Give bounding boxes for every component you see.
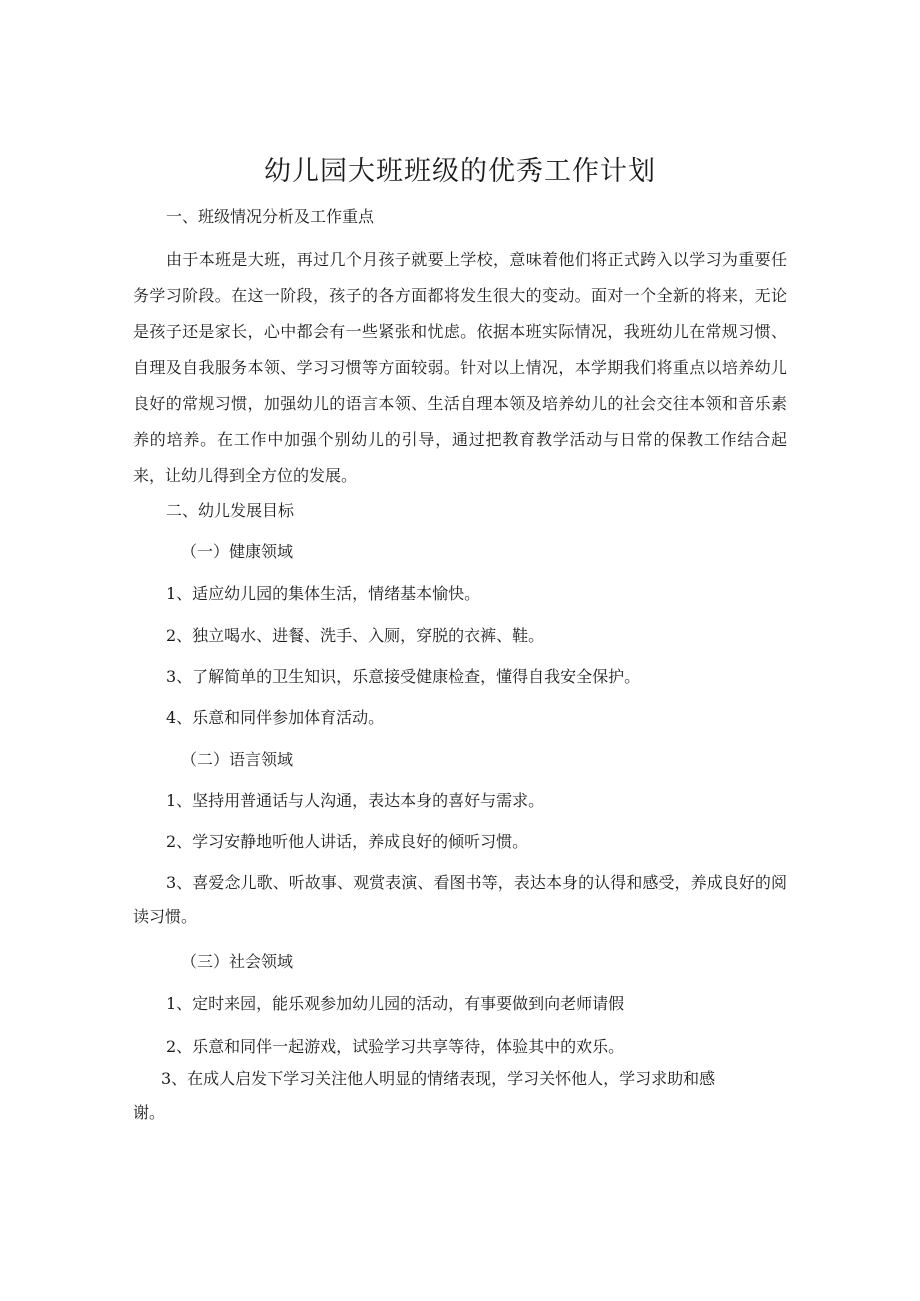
section-heading-goals: 二、幼儿发展目标 [166,501,295,520]
section-heading-analysis: 一、班级情况分析及工作重点 [166,207,375,226]
social-item: 3、在成人启发下学习关注他人明显的情绪表现，学习关怀他人，学习求助和感谢。 [133,1069,716,1122]
social-item: 2、乐意和同伴一起游戏，试验学习共享等待，体验其中的欢乐。 [166,1037,625,1056]
subsection-heading-health: （一）健康领域 [181,542,294,561]
social-item: 1、定时来园，能乐观参加幼儿园的活动，有事要做到向老师请假 [166,994,625,1013]
health-item: 2、独立喝水、进餐、洗手、入厕，穿脱的衣裤、鞋。 [166,626,545,645]
document-title: 幼儿园大班班级的优秀工作计划 [264,156,656,187]
health-item: 1、适应幼儿园的集体生活，情绪基本愉快。 [166,584,481,603]
language-item: 1、坚持用普通话与人沟通，表达本身的喜好与需求。 [166,791,545,810]
subsection-heading-social: （三）社会领域 [181,952,294,971]
health-item: 3、了解简单的卫生知识，乐意接受健康检查，懂得自我安全保护。 [166,667,641,686]
language-item: 2、学习安静地听他人讲话，养成良好的倾听习惯。 [166,832,529,851]
analysis-paragraph: 由于本班是大班，再过几个月孩子就要上学校，意味着他们将正式跨入以学习为重要任务学习阶段。在这一阶段，孩子的各方面都将发生很大的变动。面对一个全新的将来，无论是孩子还是家长，心中都会有一些紧张和忧虑。依据本班实际情况，我班幼儿在常规习惯、自理及自我服务本领、学习习惯等方面较弱。针对以上情况，本学期我们将重点以培养幼儿良好的常规习惯，加强幼儿的语言本领、生活自理本领及培养幼儿的社会交往本领和音乐素养的培养。在工作中加强个别幼儿的引导，通过把教育教学活动与日常的保教工作结合起来，让幼儿得到全方位的发展。 [133,250,787,485]
health-item: 4、乐意和同伴参加体育活动。 [166,708,385,727]
language-item: 3、喜爱念儿歌、听故事、观赏表演、看图书等，表达本身的认得和感受，养成良好的阅读习惯。 [133,873,787,926]
subsection-heading-language: （二）语言领域 [181,750,294,769]
